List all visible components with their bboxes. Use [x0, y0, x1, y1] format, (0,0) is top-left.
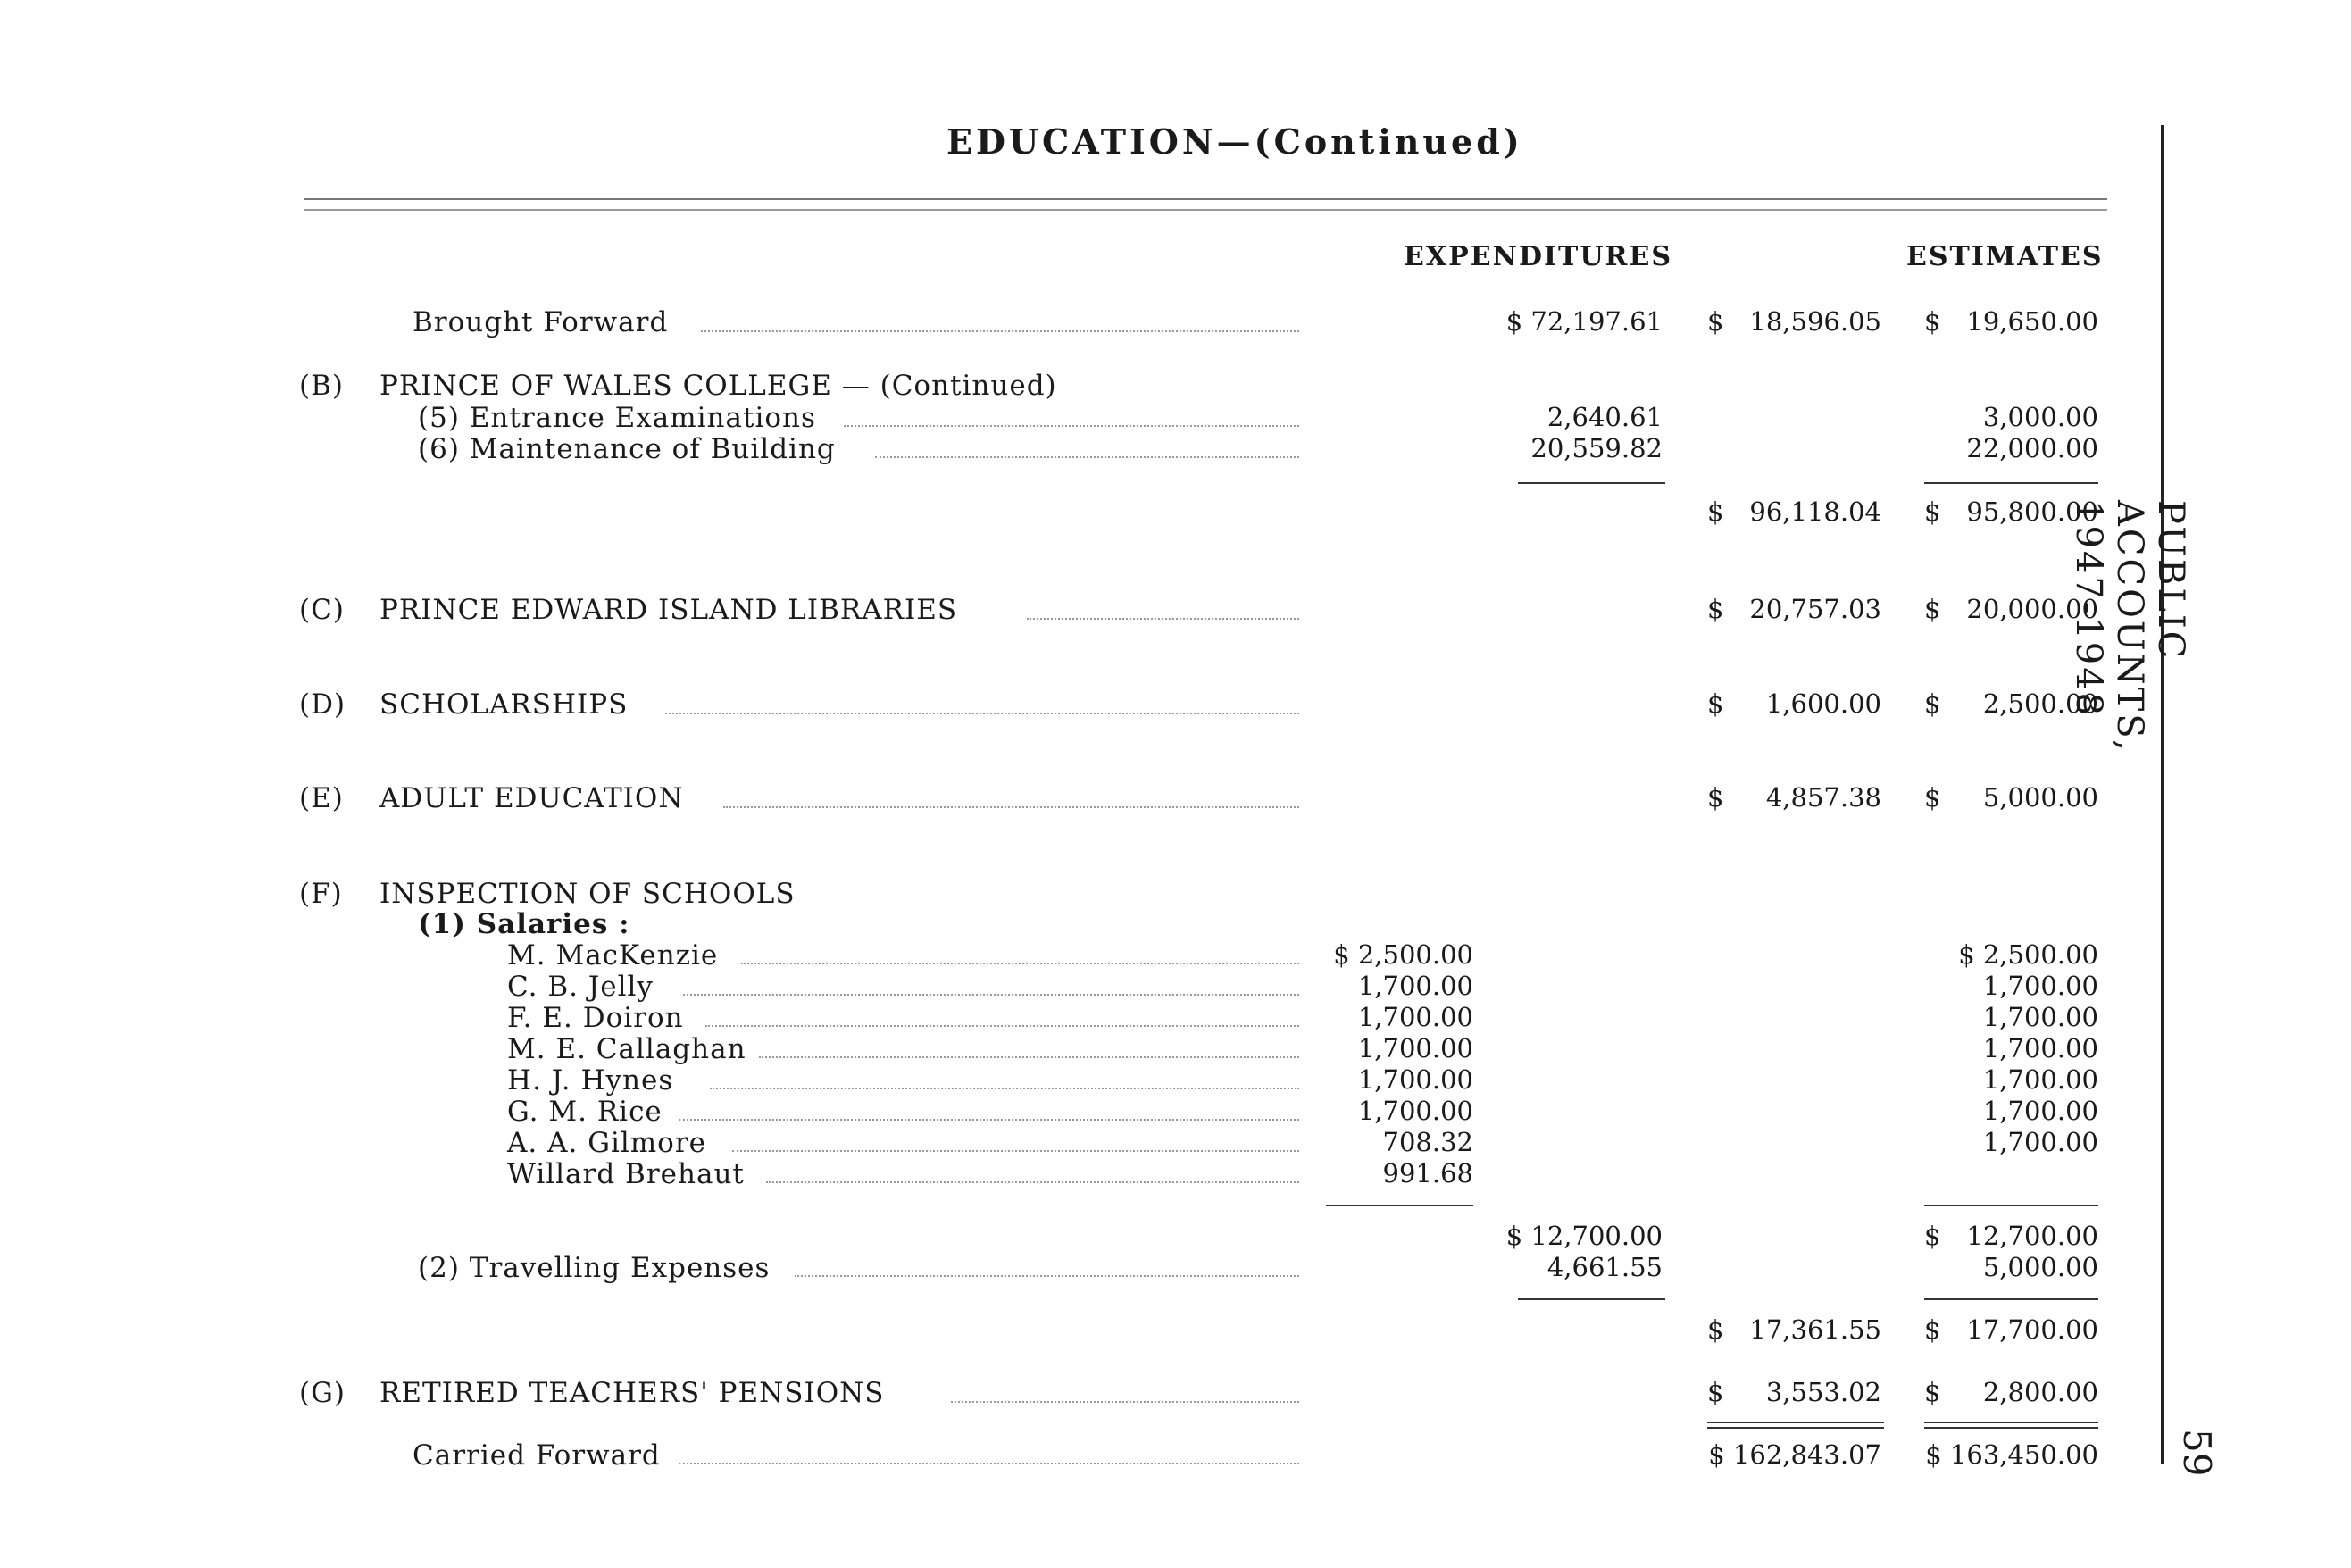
brought-forward-total: 18,596.05 [1749, 306, 1881, 337]
section-f-label: INSPECTION OF SCHOOLS [379, 878, 796, 910]
maintenance-est: 22,000.00 [1966, 433, 2098, 463]
dollar-sign: $ [1924, 688, 1941, 719]
dollar-sign: $ [1707, 688, 1724, 719]
section-e-est: 5,000.00 [1982, 782, 2098, 813]
dollar-sign: $ [1707, 782, 1724, 813]
salary-name: G. M. Rice [507, 1096, 663, 1128]
section-e-label: ADULT EDUCATION [379, 782, 684, 814]
salary-est: 1,700.00 [1982, 1033, 2098, 1063]
leader-dots [723, 806, 1299, 808]
salary-amount: 991.68 [1382, 1158, 1473, 1189]
leader-dots [766, 1181, 1299, 1183]
header-expenditures: EXPENDITURES [1404, 241, 1672, 272]
maintenance-exp: 20,559.82 [1530, 433, 1663, 463]
leader-dots [710, 1088, 1299, 1089]
leader-dots [683, 994, 1299, 996]
salaries-est-total: 12,700.00 [1966, 1221, 2098, 1251]
leader-dots [679, 1463, 1299, 1464]
section-b-label: PRINCE OF WALES COLLEGE — (Continued) [379, 370, 1057, 402]
salary-amount: 1,700.00 [1357, 1002, 1473, 1032]
section-b-est-total: 95,800.00 [1966, 496, 2098, 527]
total-rule [1924, 1427, 2098, 1429]
page-number: 59 [2175, 1429, 2219, 1477]
entrance-exams-label: (5) Entrance Examinations [418, 402, 816, 434]
subtotal-rule [1518, 482, 1665, 484]
dollar-sign: $ [1924, 306, 1941, 337]
entrance-exams-exp: 2,640.61 [1546, 402, 1663, 432]
salary-est: $ 2,500.00 [1958, 939, 2098, 970]
dollar-sign: $ [1924, 782, 1941, 813]
section-d-est: 2,500.00 [1982, 688, 2098, 719]
travelling-est: 5,000.00 [1982, 1252, 2098, 1282]
salary-amount: 1,700.00 [1357, 1064, 1473, 1095]
subtotal-rule [1924, 1298, 2098, 1300]
dollar-sign: $ [1924, 1221, 1941, 1251]
salaries-total: $ 12,700.00 [1505, 1221, 1663, 1251]
section-c-label: PRINCE EDWARD ISLAND LIBRARIES [379, 594, 958, 626]
salary-est: 1,700.00 [1982, 971, 2098, 1001]
carried-forward-total: $ 162,843.07 [1708, 1439, 1881, 1470]
total-rule [1707, 1427, 1884, 1429]
page-title-text: EDUCATION—(Continued) [946, 121, 1523, 162]
salary-name: C. B. Jelly [507, 971, 654, 1003]
section-g-label: RETIRED TEACHERS' PENSIONS [379, 1377, 885, 1409]
leader-dots [1027, 618, 1299, 620]
leader-dots [665, 713, 1299, 714]
dollar-sign: $ [1707, 1314, 1724, 1345]
dollar-sign: $ [1707, 306, 1724, 337]
carried-forward-label: Carried Forward [413, 1439, 661, 1472]
leader-dots [951, 1401, 1299, 1403]
salary-name: M. MacKenzie [507, 939, 719, 972]
salary-amount: 708.32 [1382, 1127, 1473, 1157]
brought-forward-exp: $ 72,197.61 [1505, 306, 1663, 337]
dollar-sign: $ [1924, 1377, 1941, 1407]
section-b-total: 96,118.04 [1749, 496, 1881, 527]
dollar-sign: $ [1707, 496, 1724, 527]
salary-est: 1,700.00 [1982, 1002, 2098, 1032]
salary-est: 1,700.00 [1982, 1127, 2098, 1157]
section-g-total: 3,553.02 [1765, 1377, 1881, 1407]
leader-dots [679, 1119, 1299, 1121]
section-c-letter: (C) [299, 594, 345, 626]
dollar-sign: $ [1924, 1314, 1941, 1345]
section-c-est: 20,000.00 [1966, 594, 2098, 624]
salary-amount: $ 2,500.00 [1333, 939, 1473, 970]
dollar-sign: $ [1924, 496, 1941, 527]
dollar-sign: $ [1707, 594, 1724, 624]
title-rule [304, 198, 2107, 200]
salary-name: Willard Brehaut [507, 1158, 745, 1190]
dollar-sign: $ [1707, 1377, 1724, 1407]
travelling-label: (2) Travelling Expenses [418, 1252, 771, 1284]
salary-amount: 1,700.00 [1357, 1033, 1473, 1063]
title-rule-2 [304, 209, 2107, 211]
salaries-label: (1) Salaries : [418, 908, 630, 940]
leader-dots [795, 1275, 1299, 1277]
section-b-letter: (B) [299, 370, 344, 402]
section-d-total: 1,600.00 [1765, 688, 1881, 719]
salary-name: H. J. Hynes [507, 1064, 674, 1097]
carried-forward-est: $ 163,450.00 [1925, 1439, 2098, 1470]
salary-name: M. E. Callaghan [507, 1033, 746, 1065]
salary-amount: 1,700.00 [1357, 1096, 1473, 1126]
salary-name: F. E. Doiron [507, 1002, 684, 1034]
header-estimates: ESTIMATES [1906, 241, 2104, 272]
leader-dots [701, 330, 1299, 332]
margin-rule [2161, 125, 2164, 1464]
running-header: PUBLIC ACCOUNTS, 1947-1948 [2068, 500, 2191, 754]
section-g-letter: (G) [299, 1377, 346, 1409]
subtotal-rule [1924, 482, 2098, 484]
section-d-label: SCHOLARSHIPS [379, 688, 629, 721]
section-f-letter: (F) [299, 878, 343, 910]
salary-name: A. A. Gilmore [507, 1127, 707, 1159]
section-c-total: 20,757.03 [1749, 594, 1881, 624]
section-e-total: 4,857.38 [1765, 782, 1881, 813]
leader-dots [732, 1150, 1299, 1152]
subtotal-rule [1518, 1298, 1665, 1300]
section-f-est-total: 17,700.00 [1966, 1314, 2098, 1345]
travelling-exp: 4,661.55 [1546, 1252, 1663, 1282]
total-rule [1707, 1422, 1884, 1423]
entrance-exams-est: 3,000.00 [1982, 402, 2098, 432]
leader-dots [759, 1056, 1299, 1058]
total-rule [1924, 1422, 2098, 1423]
section-g-est: 2,800.00 [1982, 1377, 2098, 1407]
section-e-letter: (E) [299, 782, 344, 814]
leader-dots [741, 963, 1299, 964]
section-d-letter: (D) [299, 688, 346, 721]
brought-forward-est: 19,650.00 [1966, 306, 2098, 337]
subtotal-rule [1924, 1205, 2098, 1206]
leader-dots [875, 456, 1299, 458]
salary-amount: 1,700.00 [1357, 971, 1473, 1001]
dollar-sign: $ [1924, 594, 1941, 624]
salary-est: 1,700.00 [1982, 1064, 2098, 1095]
section-f-total: 17,361.55 [1749, 1314, 1881, 1345]
leader-dots [705, 1025, 1299, 1027]
subtotal-rule [1326, 1205, 1473, 1206]
maintenance-label: (6) Maintenance of Building [418, 433, 836, 465]
brought-forward-label: Brought Forward [413, 306, 669, 338]
leader-dots [844, 425, 1299, 427]
salary-est: 1,700.00 [1982, 1096, 2098, 1126]
